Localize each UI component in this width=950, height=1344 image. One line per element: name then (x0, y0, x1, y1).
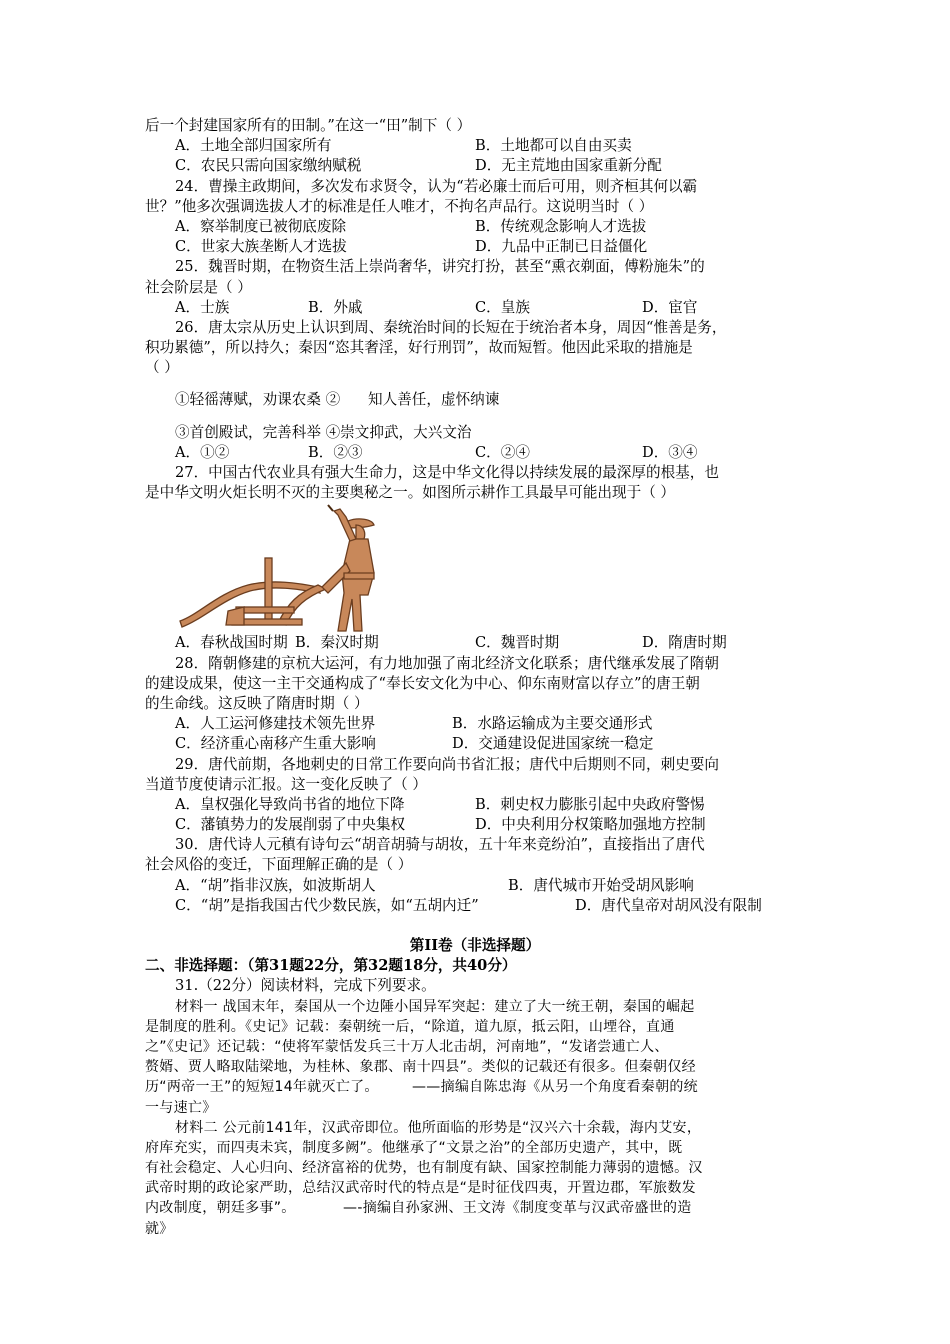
q26-items-12: ①轻徭薄赋，劝课农桑 ② 知人善任，虚怀纳谏 (175, 391, 500, 409)
q29-options-row2 (145, 815, 805, 835)
q26-option-c[interactable]: C．②④ (475, 443, 530, 461)
q29-options-row1 (145, 795, 805, 815)
q28-stem-line2: 的建设成果，使这一主干交通构成了“奉长安文化为中心、仰东南财富以存立”的唐王朝 (145, 674, 700, 692)
q27-option-a[interactable]: A．春秋战国时期 (175, 634, 288, 652)
q27-option-c[interactable]: C．魏晋时期 (475, 634, 560, 652)
q29-option-d[interactable]: D．中央利用分权策略加强地方控制 (475, 816, 706, 834)
q24-stem-line2: 世？”他多次强调选拔人才的标准是任人唯才，不拘名声品行。这说明当时（ ） (145, 197, 654, 215)
q28-option-b[interactable]: B．水路运输成为主要交通形式 (452, 715, 653, 733)
q24-option-b[interactable]: B．传统观念影响人才选拔 (475, 217, 647, 235)
q28-option-c[interactable]: C．经济重心南移产生重大影响 (175, 735, 376, 753)
q26-stem-line1: 26．唐太宗从历史上认识到周、秦统治时间的长短在于统治者本身，周因“惟善是务， (175, 318, 727, 336)
q29-stem-line2: 当道节度使请示汇报。这一变化反映了（ ） (145, 775, 427, 793)
q27-stem-line2: 是中华文明火炬长明不灭的主要奥秘之一。如图所示耕作工具最早可能出现于（ ） (145, 484, 676, 502)
q24-options-row1 (145, 217, 805, 237)
q28-option-d[interactable]: D．交通建设促进国家统一稳定 (452, 735, 654, 753)
q23-options-row2 (145, 156, 805, 176)
q23-stem: 后一个封建国家所有的田制。”在这一“田”制下（ ） (145, 117, 472, 134)
material-one-line: 历“两帝一王”的短短14年就灭亡了。 ——摘编自陈忠海《从另一个角度看秦朝的统 (145, 1079, 698, 1096)
material-one-line: 一与速亡》 (145, 1099, 217, 1116)
material-two-line: 材料二 公元前141年，汉武帝即位。他所面临的形势是“汉兴六十余载，海内艾安， (175, 1119, 702, 1136)
q31-heading: 31.（22分）阅读材料，完成下列要求。 (175, 977, 436, 995)
plough-illustration-icon (178, 503, 378, 633)
q23-option-c[interactable]: C．农民只需向国家缴纳赋税 (175, 157, 362, 175)
material-two (145, 1118, 805, 1239)
q28-options-row1 (145, 714, 805, 734)
q28-options-row2 (145, 734, 805, 754)
q30-options-row2 (145, 896, 805, 916)
exam-page (145, 116, 805, 1239)
material-two-line: 就》 (145, 1220, 174, 1237)
q30-options-row1 (145, 876, 805, 896)
q23-option-a[interactable]: A．土地全部归国家所有 (175, 137, 332, 155)
q26-option-b[interactable]: B．②③ (308, 443, 363, 461)
q25-stem-line2: 社会阶层是（ ） (145, 278, 252, 296)
q28-stem-line1: 28．隋朝修建的京杭大运河，有力地加强了南北经济文化联系；唐代继承发展了隋朝 (175, 654, 719, 672)
q26-option-a[interactable]: A．①② (175, 443, 230, 461)
q25-option-b[interactable]: B．外戚 (308, 298, 363, 316)
q30-stem-line2: 社会风俗的变迁，下面理解正确的是（ ） (145, 856, 413, 874)
material-one-line: 赘婿、贾人略取陆梁地，为桂林、象郡、南十四县”。类似的记载还有很多。但秦朝仅经 (145, 1059, 696, 1076)
material-one-line: 材料一 战国末年，秦国从一个边陲小国异军突起：建立了大一统王朝，秦国的崛起 (175, 998, 695, 1015)
q26-items-34: ③首创殿试，完善科举 ④崇文抑武，大兴文治 (175, 423, 472, 441)
q28-option-a[interactable]: A．人工运河修建技术领先世界 (175, 715, 376, 733)
q24-stem-line1: 24．曹操主政期间，多次发布求贤令，认为“若必廉士而后可用，则齐桓其何以霸 (175, 177, 698, 195)
q30-option-c[interactable]: C．“胡”是指我国古代少数民族，如“五胡内迁” (175, 896, 479, 914)
q25-option-d[interactable]: D．宦官 (642, 298, 698, 316)
material-two-line: 府库充实，而四夷未宾，制度多阙”。他继承了“文景之治”的全部历史遗产，其中，既 (145, 1139, 683, 1156)
q30-option-a[interactable]: A．“胡”指非汉族，如波斯胡人 (175, 876, 376, 894)
q24-option-c[interactable]: C．世家大族垄断人才选拔 (175, 238, 347, 256)
material-one-line: 之”《史记》还记载：“使将军蒙恬发兵三十万人北击胡，河南地”，“发诸尝逋亡人、 (145, 1038, 669, 1055)
q26-stem-line3: （ ） (145, 359, 179, 377)
q27-stem-line1: 27．中国古代农业具有强大生命力，这是中华文化得以持续发展的最深厚的根基，也 (175, 464, 719, 481)
q27-options (145, 633, 805, 653)
q23-option-d[interactable]: D．无主荒地由国家重新分配 (475, 157, 662, 175)
material-one-line: 是制度的胜利。《史记》记载：秦朝统一后，“除道，道九原，抵云阳，山堙谷，直通 (145, 1018, 675, 1035)
q24-option-a[interactable]: A．察举制度已被彻底废除 (175, 217, 347, 235)
q29-option-c[interactable]: C．藩镇势力的发展削弱了中央集权 (175, 816, 406, 834)
q25-option-c[interactable]: C．皇族 (475, 298, 530, 316)
q26-options (145, 443, 805, 463)
q27-option-d[interactable]: D．隋唐时期 (642, 634, 727, 652)
q26-option-d[interactable]: D．③④ (642, 443, 698, 461)
part2-title: 第II卷（非选择题） (409, 937, 541, 954)
q30-option-b[interactable]: B．唐代城市开始受胡风影响 (508, 876, 694, 894)
material-two-line: 武帝时期的政论家严助，总结汉武帝时代的特点是“是时征伐四夷，开置边郡，军旅数发 (145, 1180, 696, 1197)
section-heading: 二、非选择题：（第31题22分，第32题18分，共40分） (145, 957, 517, 975)
q30-stem-line1: 30．唐代诗人元稹有诗句云“胡音胡骑与胡妆，五十年来竞纷泊”，直接指出了唐代 (175, 836, 705, 854)
q23-option-b[interactable]: B．土地都可以自由买卖 (475, 137, 632, 155)
q25-stem-line1: 25．魏晋时期，在物资生活上崇尚奢华，讲究打扮，甚至“熏衣剃面，傅粉施朱”的 (175, 258, 705, 276)
q30-option-d[interactable]: D．唐代皇帝对胡风没有限制 (575, 896, 762, 914)
material-two-line: 内改制度，朝廷多事”。 —-摘编自孙家洲、王文涛《制度变革与汉武帝盛世的造 (145, 1200, 692, 1217)
q25-options (145, 298, 805, 318)
q24-options-row2 (145, 237, 805, 257)
q26-stem-line2: 积功累德”，所以持久；秦因“恣其奢淫，好行刑罚”，故而短暂。他因此采取的措施是 (145, 339, 693, 357)
q29-stem-line1: 29．唐代前期，各地刺史的日常工作要向尚书省汇报；唐代中后期则不同，刺史要向 (175, 755, 719, 773)
q24-option-d[interactable]: D．九品中正制已日益僵化 (475, 238, 648, 256)
material-two-line: 有社会稳定、人心归向、经济富裕的优势，也有制度有缺、国家控制能力薄弱的遗憾。汉 (145, 1160, 703, 1177)
material-one (145, 997, 805, 1118)
q25-option-a[interactable]: A．士族 (175, 298, 230, 316)
q27-option-b[interactable]: B．秦汉时期 (295, 634, 379, 652)
q28-stem-line3: 的生命线。这反映了隋唐时期（ ） (145, 694, 369, 712)
q23-options-row1 (145, 136, 805, 156)
q29-option-a[interactable]: A．皇权强化导致尚书省的地位下降 (175, 795, 405, 813)
plough-figure (178, 503, 805, 633)
q29-option-b[interactable]: B．刺史权力膨胀引起中央政府警惕 (475, 795, 705, 813)
